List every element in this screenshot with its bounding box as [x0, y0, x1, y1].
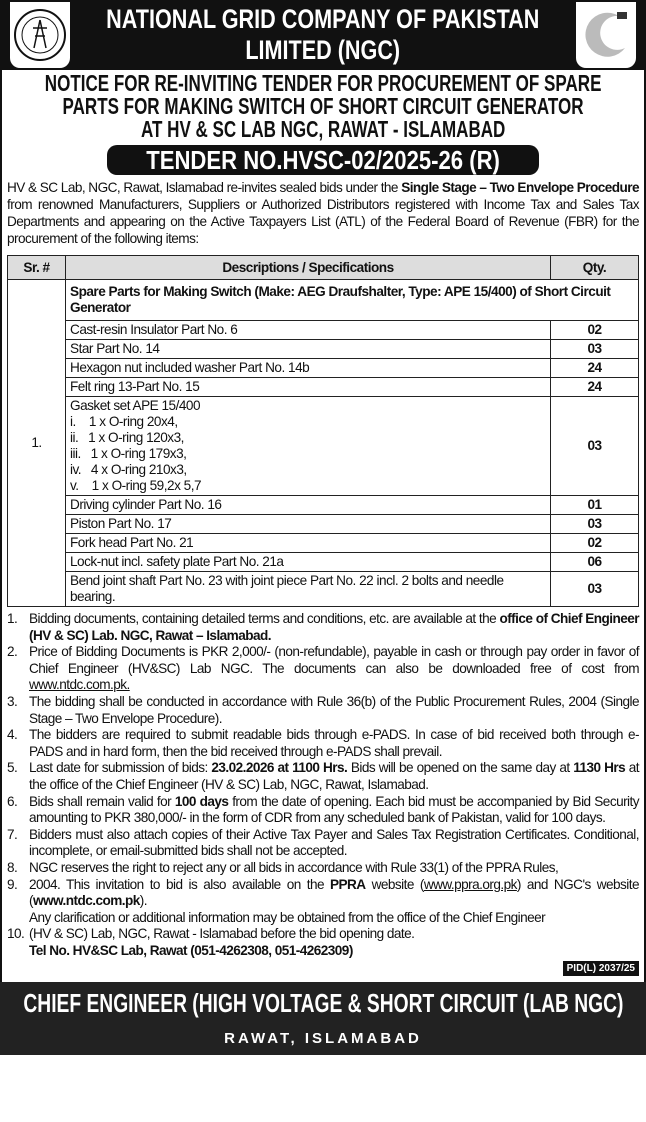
text-segment: www.ntdc.com.pk: [32, 893, 140, 909]
term-number: 4.: [7, 727, 18, 743]
text-segment: from the date of opening. Each bid must be accompanied by Bid Security amounting to PKR 380,000/- in the form of CDR from any scheduled bank of Pakistan, valid for 100 days.: [29, 793, 639, 826]
company-name-line2: LIMITED (NGC): [245, 35, 401, 65]
text-segment: Last date for submission of bids:: [29, 760, 212, 776]
company-name: [80, 4, 566, 66]
text-segment: website (: [365, 876, 424, 892]
text-segment: at the office of the Chief Engineer (HV & SC) Lab, NGC, Rawat, Islamabad.: [29, 760, 639, 792]
item-description: [66, 378, 551, 397]
term-item: [7, 926, 639, 943]
item-description: [66, 534, 551, 553]
table-header-row: [8, 256, 639, 280]
term-text: [29, 860, 639, 877]
text-segment: ) and NGC's website (: [29, 876, 639, 909]
item-name: Piston Part No. 17: [70, 516, 172, 531]
text-segment: Tel No. HV&SC Lab, Rawat (051-4262308, 051-4262309): [29, 942, 353, 958]
header-sr: Sr. #: [8, 256, 66, 280]
text-segment: Single Stage – Two Envelope Procedure: [401, 180, 639, 195]
item-qty: 06: [551, 553, 639, 572]
notice-line1: NOTICE FOR RE-INVITING TENDER FOR PROCUREMENT OF SPARE: [44, 70, 602, 96]
notice-line2: PARTS FOR MAKING SWITCH OF SHORT CIRCUIT GENERATOR: [62, 93, 584, 119]
item-qty: 24: [551, 378, 639, 397]
text-segment: The bidding shall be conducted in accordance with Rule 36(b) of the Public Procurement Rules, 2004 (Single Stage – Two Envelope Procedure).: [29, 693, 639, 726]
table-row: [8, 378, 639, 397]
masthead: [0, 0, 646, 70]
text-segment: NGC reserves the right to reject any or all bids in accordance with Rule 33(1) of the PPRA Rules,: [29, 859, 559, 875]
text-segment: Bidders must also attach copies of their Active Tax Payer and Sales Tax Registration Certificates. Conditional, incomplete, or email-submitted bids shall not be accepted.: [29, 826, 639, 859]
text-segment: PPRA: [330, 876, 366, 892]
text-segment: Any clarification or additional information may be obtained from the office of the Chief Engineer: [29, 909, 546, 925]
term-text: [29, 827, 639, 860]
terms-list: [7, 611, 639, 959]
term-item: [7, 644, 639, 694]
item-name: Star Part No. 14: [70, 341, 160, 356]
sub-item: ii. 1 x O-ring 120x3,: [70, 430, 184, 445]
item-name: Hexagon nut included washer Part No. 14b: [70, 360, 310, 375]
item-qty: 02: [551, 321, 639, 340]
term-item: [7, 827, 639, 860]
table-row: [8, 553, 639, 572]
group-title: Spare Parts for Making Switch (Make: AEG Draufshalter, Type: APE 15/400) of Short Circuit Generator: [66, 280, 639, 321]
text-segment: Bids shall remain valid for: [29, 793, 175, 809]
company-name-line1: NATIONAL GRID COMPANY OF PAKISTAN: [106, 4, 540, 34]
term-number: 10.: [7, 926, 25, 942]
term-number: 5.: [7, 760, 18, 776]
item-description: [66, 572, 551, 607]
term-text: [29, 727, 639, 760]
item-qty: 03: [551, 572, 639, 607]
text-segment: (HV & SC) Lab, NGC, Rawat - Islamabad before the bid opening date.: [29, 926, 415, 942]
item-name: Driving cylinder Part No. 16: [70, 497, 222, 512]
item-qty: 24: [551, 359, 639, 378]
notice-heading: [7, 72, 639, 141]
tender-number-band: [107, 145, 539, 175]
text-segment: 23.02.2026 at 1100 Hrs.: [211, 760, 348, 776]
term-item: [7, 611, 639, 644]
term-item: [7, 727, 639, 760]
item-name: Gasket set APE 15/400: [70, 398, 201, 413]
term-number: 3.: [7, 693, 18, 709]
azm-e-istehkam-logo: [576, 2, 636, 68]
item-description: [66, 397, 551, 496]
item-qty: 02: [551, 534, 639, 553]
ngc-logo: [10, 2, 70, 68]
item-description: [66, 359, 551, 378]
table-row: [8, 321, 639, 340]
link-text[interactable]: www.ntdc.com.pk.: [29, 677, 130, 693]
item-description: [66, 340, 551, 359]
text-segment: Price of Bidding Documents is PKR 2,000/- (non-refundable), payable in cash or through pay order in favor of Chief Engineer (HV&SC) Lab NGC. The documents can also be downloaded free of cost from: [29, 644, 639, 676]
item-description: [66, 515, 551, 534]
sub-item: iii. 1 x O-ring 179x3,: [70, 446, 187, 461]
table-row: [8, 572, 639, 607]
term-text: [29, 694, 639, 727]
term-number: [7, 943, 29, 960]
table-row: [8, 340, 639, 359]
term-item: [7, 794, 639, 827]
term-text: [29, 760, 639, 793]
item-name: Cast-resin Insulator Part No. 6: [70, 322, 238, 337]
term-item: [7, 860, 639, 877]
term-text: [29, 926, 639, 943]
serial-number: 1.: [8, 280, 66, 607]
header-qty: Qty.: [551, 256, 639, 280]
term-number: 1.: [7, 611, 18, 626]
text-segment: ).: [139, 893, 148, 909]
term-item: [7, 877, 639, 910]
term-number: [7, 910, 29, 927]
term-number: 2.: [7, 644, 18, 660]
term-text: [29, 794, 639, 827]
notice-line3: AT HV & SC LAB NGC, RAWAT - ISLAMABAD: [140, 116, 506, 142]
header-desc: Descriptions / Specifications: [66, 256, 551, 280]
term-item: [7, 943, 639, 960]
term-number: 7.: [7, 826, 18, 842]
item-qty: 03: [551, 340, 639, 359]
text-segment: 100 days: [174, 793, 229, 809]
text-segment: 1130 Hrs: [573, 760, 626, 776]
text-segment: Bids will be opened on the same day at: [347, 760, 574, 776]
item-description: [66, 553, 551, 572]
item-qty: 03: [551, 397, 639, 496]
item-name: Lock-nut incl. safety plate Part No. 21a: [70, 554, 284, 569]
footer-location: RAWAT, ISLAMABAD: [224, 1030, 422, 1048]
pid-number: PID(L) 2037/25: [563, 961, 639, 976]
term-text: [29, 910, 639, 927]
sub-item: v. 1 x O-ring 59,2x 5,7: [70, 478, 202, 493]
text-segment: HV & SC Lab, NGC, Rawat, Islamabad re-invites sealed bids under the: [7, 180, 402, 195]
item-description: [66, 321, 551, 340]
text-segment: office of Chief Engineer (HV & SC) Lab. NGC, Rawat – Islamabad.: [29, 611, 639, 643]
footer: [0, 982, 646, 1055]
table-row: [8, 496, 639, 515]
table-row: [8, 359, 639, 378]
intro-paragraph: [7, 179, 639, 247]
items-table: [7, 255, 639, 607]
term-number: 6.: [7, 793, 18, 809]
text-segment: from renowned Manufacturers, Suppliers or Authorized Distributors registered with Income Tax and Sales Tax Departments and appearing on the Active Taxpayers List (ATL) of the Federal Board of Revenue (FBR) for the procurement of the following items:: [7, 197, 639, 246]
table-row: [8, 397, 639, 496]
table-group-row: [8, 280, 639, 321]
term-text: [29, 943, 639, 960]
term-item: [7, 694, 639, 727]
sub-item: iv. 4 x O-ring 210x3,: [70, 462, 187, 477]
tender-number: TENDER NO.HVSC-02/2025-26 (R): [146, 145, 500, 175]
text-segment: Bidding documents, containing detailed terms and conditions, etc. are available at the: [29, 611, 500, 626]
term-number: 9.: [7, 876, 18, 892]
item-qty: 01: [551, 496, 639, 515]
text-segment: The bidders are required to submit readable bids through e-PADS. In case of bid received both through e- PADS and in hard form, then the bid received through e-PADS shall prevail.: [29, 727, 639, 759]
term-item: [7, 910, 639, 927]
footer-office: CHIEF ENGINEER (HIGH VOLTAGE & SHORT CIRCUIT (LAB NGC): [22, 988, 624, 1019]
sub-item: i. 1 x O-ring 20x4,: [70, 414, 178, 429]
term-text: [29, 611, 639, 644]
notice-body: [0, 70, 646, 982]
item-name: Felt ring 13-Part No. 15: [70, 379, 200, 394]
link-text[interactable]: www.ppra.org.pk: [423, 876, 517, 892]
term-item: [7, 760, 639, 793]
term-number: 8.: [7, 859, 18, 875]
term-text: [29, 877, 639, 910]
item-name: Bend joint shaft Part No. 23 with joint piece Part No. 22 incl. 2 bolts and needle bearing.: [70, 573, 504, 604]
term-text: [29, 644, 639, 694]
text-segment: 2004. This invitation to bid is also available on the: [29, 876, 330, 892]
item-name: Fork head Part No. 21: [70, 535, 194, 550]
item-qty: 03: [551, 515, 639, 534]
table-row: [8, 534, 639, 553]
item-description: [66, 496, 551, 515]
table-row: [8, 515, 639, 534]
